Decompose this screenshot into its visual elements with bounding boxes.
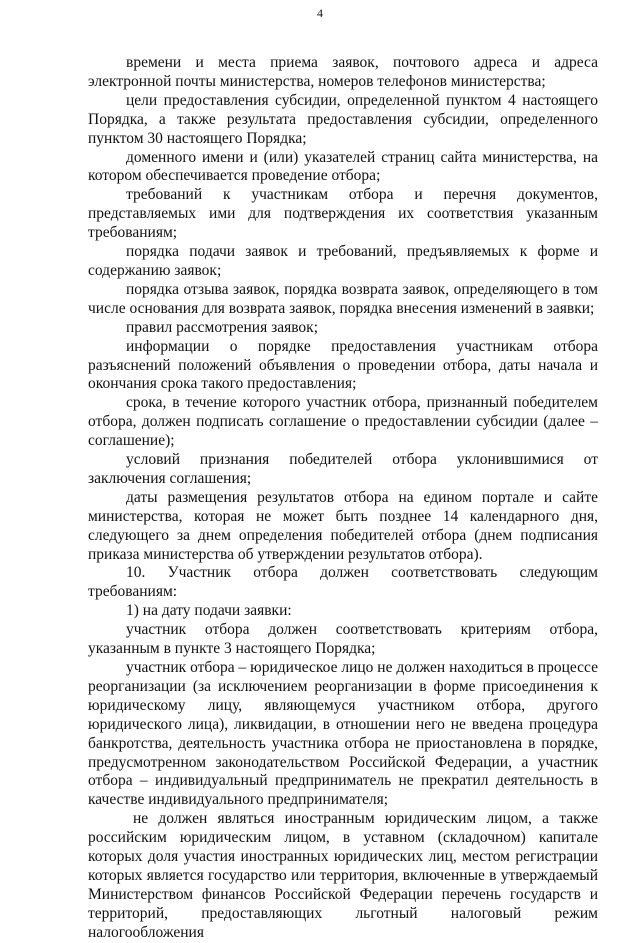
paragraph-selection-criteria: участник отбора должен соответствовать критериям отбора, указанным в пункте 3 настоящего Порядка;: [88, 621, 598, 658]
paragraph-domain-name: доменного имени и (или) указателей страниц сайта министерства, на котором обеспечивается проведение отбора;: [88, 148, 598, 185]
paragraph-results-publication: даты размещения результатов отбора на едином портале и сайте министерства, которая не может быть позднее 14 календарного дня, следующего за днем определения победителей отбора (днем подписания приказа министерства об утверждении результатов отбора).: [88, 488, 598, 563]
paragraph-item-1: 1) на дату подачи заявки:: [126, 602, 292, 620]
paragraph-clarifications: информации о порядке предоставления участникам отбора разъяснений положений объявления о проведении отбора, даты начала и окончания срока такого предоставления;: [88, 337, 598, 393]
paragraph-withdrawal-procedure: порядка отзыва заявок, порядка возврата заявок, определяющего в том числе основания для возврата заявок, порядка внесения изменений в заявки;: [88, 280, 598, 317]
paragraph-agreement-deadline: срока, в течение которого участник отбора, признанный победителем отбора, должен подписать соглашение о предоставлении субсидии (далее – соглашение);: [88, 394, 598, 450]
paragraph-section-10: 10. Участник отбора должен соответствовать следующим требованиям:: [88, 564, 598, 601]
paragraph-evasion-conditions: условий признания победителей отбора уклонившимися от заключения соглашения;: [88, 451, 598, 487]
paragraph-contact-info: времени и места приема заявок, почтового адреса и адреса электронной почты министерства, номеров телефонов министерства;: [88, 54, 598, 90]
paragraph-review-rules: правил рассмотрения заявок;: [126, 318, 319, 336]
paragraph-subsidy-purpose: цели предоставления субсидии, определенной пунктом 4 настоящего Порядка, а также результата предоставления субсидии, определенного пунктом 30 настоящего Порядка;: [88, 91, 598, 147]
paragraph-foreign-entity: не должен являться иностранным юридическим лицом, а также российским юридическим лицом, в уставном (складочном) капитале которых доля участия иностранных юридических лиц, местом регистрации которых является государство или территория, включенные в утверждаемый Министерством финансов Российской Федерации перечень государств и территорий, предоставляющих льготный налоговый режим налогообложения: [88, 810, 598, 941]
paragraph-legal-entity-status: участник отбора – юридическое лицо не должен находиться в процессе реорганизации (за исключением реорганизации в форме присоединения к юридическому лицу, являющемуся участником отбора, другого юридического лица), ликвидации, в отношении него не введена процедура банкротства, деятельность участника отбора не приостановлена в порядке, предусмотренном законодательством Российской Федерации, а участник отбора – индивидуальный предприниматель не прекратил деятельность в качестве индивидуального предпринимателя;: [88, 659, 598, 809]
paragraph-application-procedure: порядка подачи заявок и требований, предъявляемых к форме и содержанию заявок;: [88, 243, 598, 279]
document-body: [88, 54, 598, 943]
page-number: 4: [317, 6, 323, 20]
paragraph-participant-requirements: требований к участникам отбора и перечня документов, представляемых ими для подтверждения их соответствия указанным требованиям;: [88, 186, 598, 242]
